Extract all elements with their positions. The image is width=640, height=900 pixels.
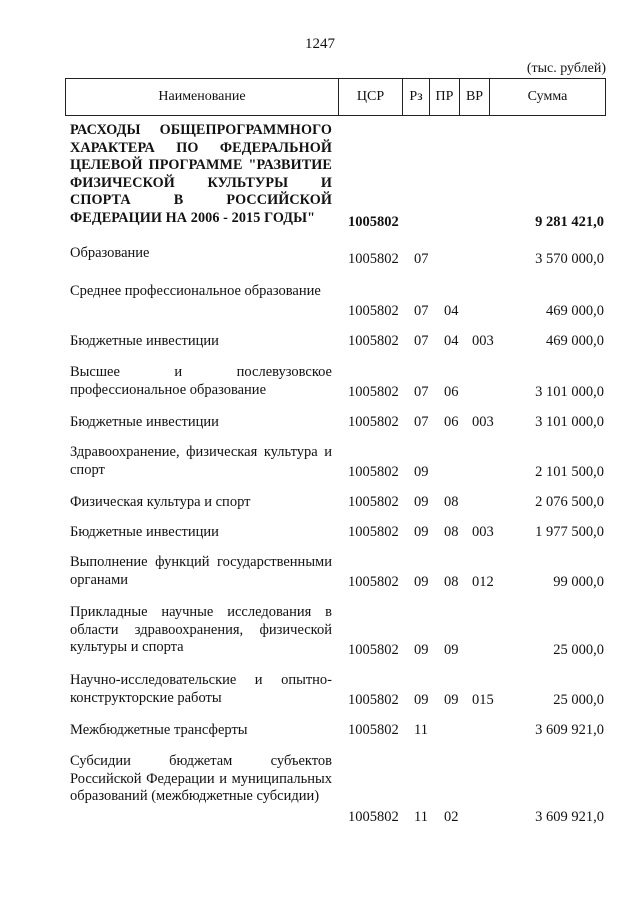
units-label: (тыс. рублей) xyxy=(526,61,606,76)
row-rz: 09 xyxy=(414,464,429,481)
row-csr: 1005802 xyxy=(348,494,399,511)
row-pr: 09 xyxy=(444,692,459,709)
row-csr: 1005802 xyxy=(348,303,399,320)
table-row xyxy=(0,494,640,512)
row-rz: 09 xyxy=(414,692,429,709)
row-sum: 99 000,0 xyxy=(553,574,604,591)
row-pr: 08 xyxy=(444,524,459,541)
row-sum: 3 101 000,0 xyxy=(535,384,604,401)
row-rz: 07 xyxy=(414,251,429,268)
row-csr: 1005802 xyxy=(348,642,399,659)
table-row xyxy=(0,283,640,321)
header-pr: ПР xyxy=(429,79,459,115)
table-row xyxy=(0,122,640,232)
row-rz: 11 xyxy=(414,809,428,826)
table-row xyxy=(0,444,640,482)
header-name: Наименование xyxy=(158,89,246,104)
row-name: Образование xyxy=(70,245,150,261)
row-rz: 09 xyxy=(414,574,429,591)
header-vr: ВР xyxy=(459,79,489,115)
row-rz: 09 xyxy=(414,642,429,659)
row-csr: 1005802 xyxy=(348,464,399,481)
table-row xyxy=(0,414,640,432)
row-csr: 1005802 xyxy=(348,251,399,268)
row-csr: 1005802 xyxy=(348,524,399,541)
table-row xyxy=(0,524,640,542)
row-name: Среднее профессиональное образование xyxy=(70,283,321,299)
row-sum: 9 281 421,0 xyxy=(535,214,604,231)
row-csr: 1005802 xyxy=(348,414,399,431)
row-vr: 015 xyxy=(472,692,494,709)
row-name: РАСХОДЫ ОБЩЕПРОГРАММНОГО ХАРАКТЕРА ПО ФЕДЕРАЛЬНОЙ ЦЕЛЕВОЙ ПРОГРАММЕ "РАЗВИТИЕ ФИЗИЧЕСКОЙ КУЛЬТУРЫ И СПОРТА В РОССИЙСКОЙ ФЕДЕРАЦИИ НА 2006 - 2015 ГОДЫ" xyxy=(70,122,332,226)
row-name: Высшее и послевузовское профессиональное образование xyxy=(70,364,332,398)
row-name: Выполнение функций государственными органами xyxy=(70,554,332,588)
row-name: Бюджетные инвестиции xyxy=(70,414,219,430)
row-vr: 003 xyxy=(472,333,494,350)
row-csr: 1005802 xyxy=(348,722,399,739)
row-csr: 1005802 xyxy=(348,214,399,231)
row-rz: 09 xyxy=(414,494,429,511)
row-sum: 2 101 500,0 xyxy=(535,464,604,481)
row-name: Бюджетные инвестиции xyxy=(70,333,219,349)
row-sum: 469 000,0 xyxy=(546,303,604,320)
page-number: 1247 xyxy=(305,36,335,52)
row-rz: 07 xyxy=(414,414,429,431)
row-csr: 1005802 xyxy=(348,384,399,401)
row-name: Межбюджетные трансферты xyxy=(70,722,248,738)
row-vr: 012 xyxy=(472,574,494,591)
table-row xyxy=(0,364,640,402)
row-sum: 3 101 000,0 xyxy=(535,414,604,431)
row-csr: 1005802 xyxy=(348,333,399,350)
table-row xyxy=(0,753,640,827)
row-rz: 11 xyxy=(414,722,428,739)
row-rz: 09 xyxy=(414,524,429,541)
row-name: Прикладные научные исследования в области здравоохранения, физической культуры и спорта xyxy=(70,604,332,656)
table-row xyxy=(0,722,640,740)
row-name: Бюджетные инвестиции xyxy=(70,524,219,540)
row-csr: 1005802 xyxy=(348,809,399,826)
row-name: Научно-исследовательские и опытно-конструкторские работы xyxy=(70,672,332,706)
row-sum: 3 609 921,0 xyxy=(535,722,604,739)
table-row xyxy=(0,245,640,269)
table-row xyxy=(0,604,640,660)
table-row xyxy=(0,672,640,710)
table-row xyxy=(0,554,640,592)
row-vr: 003 xyxy=(472,414,494,431)
row-sum: 25 000,0 xyxy=(553,692,604,709)
row-rz: 07 xyxy=(414,333,429,350)
table-row xyxy=(0,333,640,351)
table-body xyxy=(0,122,640,827)
row-rz: 07 xyxy=(414,303,429,320)
row-sum: 25 000,0 xyxy=(553,642,604,659)
row-pr: 08 xyxy=(444,494,459,511)
row-name: Субсидии бюджетам субъектов Российской Федерации и муниципальных образований (межбюджетные субсидии) xyxy=(70,753,332,805)
row-pr: 04 xyxy=(444,303,459,320)
row-pr: 06 xyxy=(444,414,459,431)
row-name: Здравоохранение, физическая культура и спорт xyxy=(70,444,332,478)
row-sum: 469 000,0 xyxy=(546,333,604,350)
row-vr: 003 xyxy=(472,524,494,541)
row-pr: 02 xyxy=(444,809,459,826)
row-csr: 1005802 xyxy=(348,574,399,591)
row-pr: 08 xyxy=(444,574,459,591)
row-rz: 07 xyxy=(414,384,429,401)
row-pr: 04 xyxy=(444,333,459,350)
table-header xyxy=(65,78,606,116)
header-rz: Рз xyxy=(402,79,429,115)
row-sum: 3 570 000,0 xyxy=(535,251,604,268)
row-pr: 06 xyxy=(444,384,459,401)
row-sum: 1 977 500,0 xyxy=(535,524,604,541)
row-csr: 1005802 xyxy=(348,692,399,709)
header-sum: Сумма xyxy=(489,79,605,115)
row-pr: 09 xyxy=(444,642,459,659)
row-name: Физическая культура и спорт xyxy=(70,494,251,510)
row-sum: 2 076 500,0 xyxy=(535,494,604,511)
row-sum: 3 609 921,0 xyxy=(535,809,604,826)
header-csr: ЦСР xyxy=(338,79,402,115)
